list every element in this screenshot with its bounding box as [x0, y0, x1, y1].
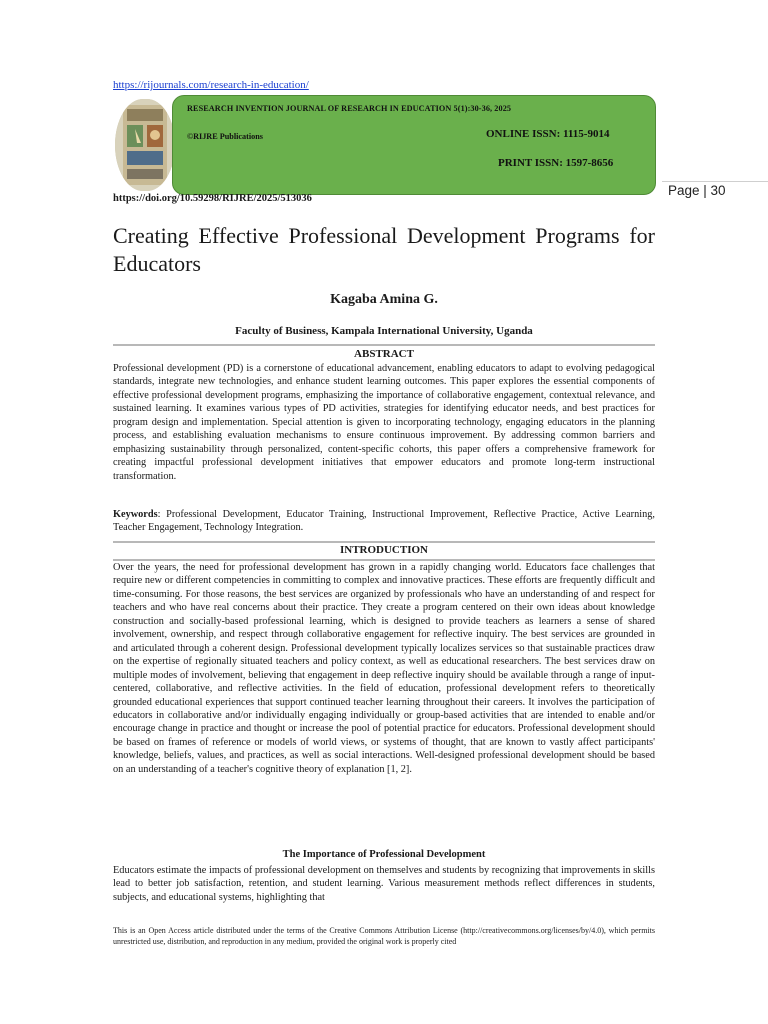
online-issn: ONLINE ISSN: 1115-9014: [486, 128, 610, 140]
article-title: Creating Effective Professional Development Programs for Educators: [113, 223, 655, 276]
publisher-name: ©RIJRE Publications: [187, 132, 263, 141]
introduction-heading: INTRODUCTION: [339, 544, 428, 556]
print-issn: PRINT ISSN: 1597-8656: [498, 157, 614, 169]
keywords-line: [113, 508, 655, 535]
license-notice: This is an Open Access article distributed under the terms of the Creative Commons Attribution License (http://creativecommons.org/licenses/by/4.0), which permits unrestricted use, distribution, and reproduction in any medium, provided the original work is properly cited: [113, 926, 655, 946]
abstract-top-divider: [113, 344, 655, 346]
introduction-text: Over the years, the need for professional development has grown in a rapidly changing world. Educators face challenges that require new or different competencies in committing to complex and innovative practices. These efforts are frequently difficult and time-consuming. For those reasons, the best services are organized by professionals who have an understanding of and respect for teachers and who have real concerns about their practice. They create a program centered on their own ideas about knowledge construction and socially-based professional learning, which is designed to provide teachers as learners a sense of shared involvement, ownership, and respect through collaborative engagement for reflective inquiry. The best services are grounded in and articulated through a coherent design. Professional development typically localizes services so that sustainable practices draw on the expertise of regionally situated teachers and policy context, as well as educational researchers. The best services draw on multiple modes of involvement, believing that engagement in deep reflective inquiry should be available through a range of input-centered, collaborative, and reflective activities. In the field of education, professional development refers to theoretically grounded educational experiences that support continued teacher learning throughout their careers. It involves the participation of educators in collaborative and/or individually engaging individually or group-based activities that are intended to enable and/or encourage change in practice and thought or increase the pool of potential practice for educators. Professional development should be based on frames of reference or models of world views, or systems of thought, that are known to vastly affect participants' knowledge, beliefs, values, and practices, as well as social interactions. Well-designed professional development should be based on an understanding of a teacher's cognitive theory of explanation [1, 2].: [113, 562, 655, 775]
abstract-text: Professional development (PD) is a cornerstone of educational advancement, enabling educators to adapt to evolving pedagogical standards, integrate new technologies, and enhance student learning outcomes. This paper explores the essential components of effective professional development programs, emphasizing the importance of collaborative engagement, contextual relevance, and sustained learning. It examines various types of PD activities, strategies for identifying educator needs, and best practices for program design and implementation. Special attention is given to incorporating technology, engaging educators in the planning process, and establishing evaluation mechanisms to ensure continuous improvement. By addressing common barriers and emphasizing sustainability through personalized, content-specific cohorts, this paper offers a comprehensive framework for creating impactful professional development initiatives that empower educators and promote long-term instructional transformation.: [113, 363, 655, 482]
doi-link[interactable]: https://doi.org/10.59298/RIJRE/2025/513036: [113, 193, 312, 204]
journal-cover-graphic: [115, 99, 175, 191]
keywords-list: : Professional Development, Educator Training, Instructional Improvement, Reflective Practice, Active Learning, Teacher Engagement, Technology Integration.: [113, 509, 655, 534]
journal-cover-image: [115, 99, 175, 191]
importance-text: Educators estimate the impacts of professional development on themselves and students by recognizing that improvements in skills lead to better job satisfaction, retention, and student learning. Various measurement methods reflect differences in students, subjects, and educational systems, highlighting that: [113, 865, 655, 903]
journal-url-link[interactable]: https://rijournals.com/research-in-education/: [113, 79, 309, 91]
author-name: Kagaba Amina G.: [330, 292, 438, 307]
page-number-divider: [662, 181, 768, 182]
journal-title: RESEARCH INVENTION JOURNAL OF RESEARCH IN EDUCATION 5(1):30-36, 2025: [187, 104, 512, 113]
introduction-top-divider: [113, 541, 655, 543]
importance-subheading: The Importance of Professional Development: [282, 849, 486, 860]
page-number: Page | 30: [668, 183, 726, 198]
abstract-heading: ABSTRACT: [354, 348, 414, 360]
keywords-label: Keywords: [113, 509, 158, 520]
author-affiliation: Faculty of Business, Kampala International University, Uganda: [235, 325, 533, 337]
